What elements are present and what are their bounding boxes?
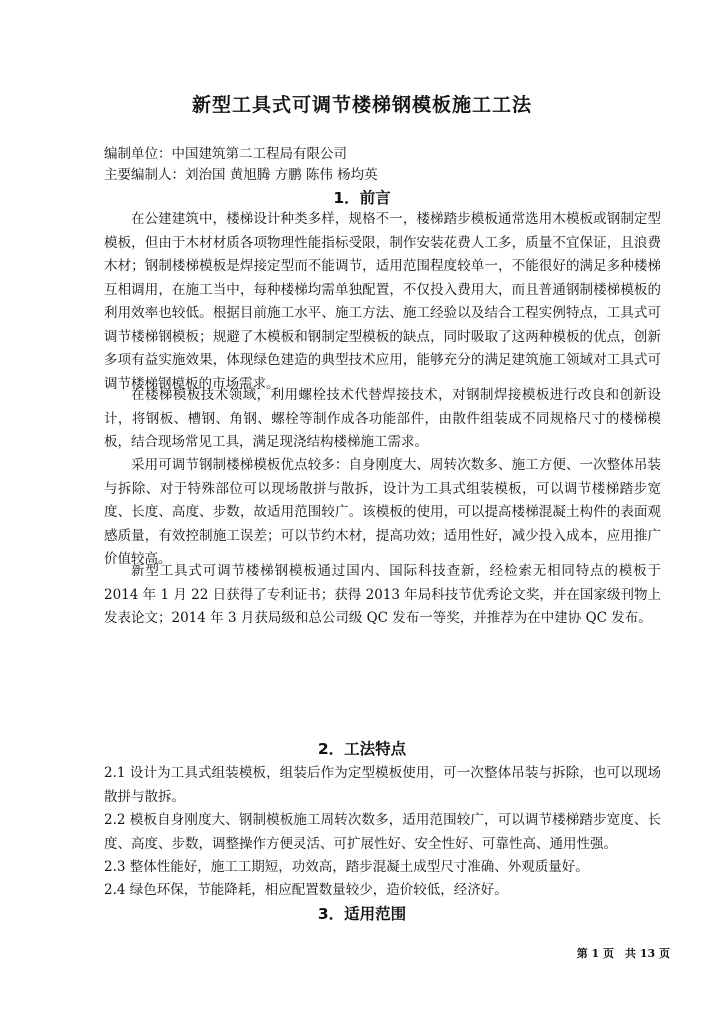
preface-paragraph: 新型工具式可调节楼梯钢模板通过国内、国际科技查新，经检索无相同特点的模板于 2014 年 1 月 22 日获得了专利证书；获得 2013 年局科技节优秀论文奖，并在国家级刊物上发表论文；2014 年 3 月获局级和总公司级 QC 发布一等奖，并推荐为在中建协 QC 发布。 — [104, 563, 661, 626]
document-title: 新型工具式可调节楼梯钢模板施工工法 — [191, 94, 532, 116]
feature-item: 2.3 整体性能好，施工工期短，功效高，踏步混凝土成型尺寸准确、外观质量好。 — [104, 859, 589, 875]
page-number: 第 1 页 共 13 页 — [576, 947, 670, 960]
preface-paragraph: 在公建建筑中，楼梯设计种类多样，规格不一，楼梯踏步模板通常选用木模板或钢制定型模板，但由于木材材质各项物理性能指标受限，制作安装花费人工多，质量不宜保证，且浪费木材；钢制楼梯模板是焊接定型而不能调节，适用范围程度较单一，不能很好的满足多种楼梯互相调用，在施工当中，每种楼梯均需单独配置，不仅投入费用大，而且普通钢制楼梯模板的利用效率也较低。根据目前施工水平、施工方法、施工经验以及结合工程实例特点，工具式可调节楼梯钢模板；规避了木模板和钢制定型模板的缺点，同时吸取了这两种模板的优点，创新多项有益实施效果，体现绿色建造的典型技术应用，能够充分的满足建筑施工领域对工具式可调节楼梯钢模板的市场需求。 — [104, 211, 661, 392]
section-heading-scope: 3．适用范围 — [317, 905, 407, 923]
feature-item: 2.2 模板自身刚度大、钢制模板施工周转次数多，适用范围较广，可以调节楼梯踏步宽度、长度、高度、步数，调整操作方便灵活、可扩展性好、安全性好、可靠性高、通用性强。 — [104, 812, 661, 852]
compiling-unit: 编制单位：中国建筑第二工程局有限公司 — [104, 146, 347, 162]
preface-paragraph: 采用可调节钢制楼梯模板优点较多：自身刚度大、周转次数多、施工方便、一次整体吊装与拆除、对于特殊部位可以现场散拼与散拆，设计为工具式组装模板，可以调节楼梯踏步宽度、长度、高度、步数，故适用范围较广。该模板的使用，可以提高楼梯混凝土构件的表面观感质量，有效控制施工误差；可以节约木材，提高功效；适用性好，减少投入成本，应用推广价值较高。 — [104, 457, 661, 567]
section-heading-preface: 1．前言 — [333, 189, 391, 207]
feature-item: 2.4 绿色环保，节能降耗，相应配置数量较少，造价较低，经济好。 — [104, 882, 508, 898]
feature-item: 2.1 设计为工具式组装模板，组装后作为定型模板使用，可一次整体吊装与拆除，也可以现场散拼与散拆。 — [104, 765, 661, 805]
section-heading-features: 2．工法特点 — [317, 740, 407, 758]
preface-paragraph: 在楼梯模板技术领域，利用螺栓技术代替焊接技术，对钢制焊接模板进行改良和创新设计，将钢板、槽钢、角钢、螺栓等制作成各功能部件，由散件组装成不同规格尺寸的楼梯模板，结合现场常见工具，满足现浇结构楼梯施工需求。 — [104, 387, 661, 450]
main-authors: 主要编制人：刘治国 黄旭腾 方鹏 陈伟 杨均英 — [104, 167, 378, 183]
